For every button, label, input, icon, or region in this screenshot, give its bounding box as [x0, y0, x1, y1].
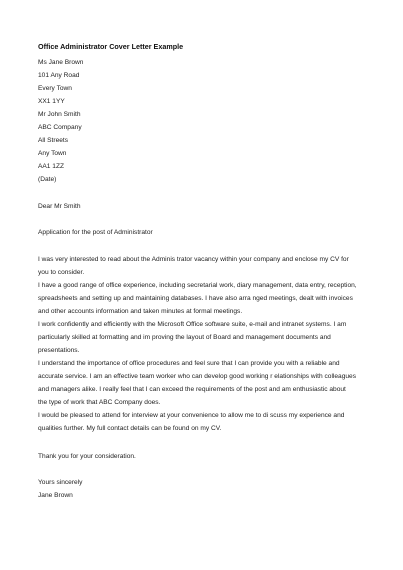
body-line: presentations.	[38, 347, 80, 354]
body-line: I was very interested to read about the Adminis trator vacancy within your company and enclose my CV for	[38, 256, 349, 263]
body-line: and managers alike. I really feel that I can exceed the requirements of the post and am enthusiastic about	[38, 386, 346, 393]
body-line: qualities further. My full contact details can be found on my CV.	[38, 425, 222, 432]
thanks-line: Thank you for your consideration.	[38, 453, 136, 460]
body-line: the type of work that ABC Company does.	[38, 399, 161, 406]
recipient-town: Any Town	[38, 150, 67, 157]
body-line: I have a good range of office experience, including secretarial work, diary management, data entry, reception,	[38, 282, 357, 289]
recipient-company: ABC Company	[38, 124, 82, 131]
body-line: you to consider.	[38, 269, 85, 276]
recipient-name: Mr John Smith	[38, 111, 81, 118]
body-line: particularly skilled at formatting and im proving the layout of Board and management documents and	[38, 334, 331, 341]
sender-postcode: XX1 1YY	[38, 98, 65, 105]
closing-line: Yours sincerely	[38, 479, 83, 486]
body-line: I understand the importance of office procedures and feel sure that I can provide you with a reliable and	[38, 360, 340, 367]
body-line: and other accounts information and taken minutes at formal meetings.	[38, 308, 243, 315]
recipient-street: All Streets	[38, 137, 69, 144]
sender-name: Ms Jane Brown	[38, 59, 84, 66]
subject-line: Application for the post of Administrator	[38, 229, 153, 236]
letter-date: (Date)	[38, 176, 57, 183]
signature-name: Jane Brown	[38, 492, 73, 499]
body-line: spreadsheets and setting up and maintaining databases. I have also arra nged meetings, dealt with invoices	[38, 295, 353, 302]
body-line: I would be pleased to attend for interview at your convenience to allow me to di scuss my experience and	[38, 412, 345, 419]
body-line: accurate service. I am an effective team worker who can develop good working r elationships with colleagues	[38, 373, 357, 380]
body-line: I work confidently and efficiently with the Microsoft Office software suite, e-mail and intranet systems. I am	[38, 321, 347, 328]
salutation: Dear Mr Smith	[38, 203, 81, 210]
document-title: Office Administrator Cover Letter Example	[38, 42, 184, 51]
sender-town: Every Town	[38, 85, 72, 92]
recipient-postcode: AA1 1ZZ	[38, 163, 65, 170]
sender-street: 101 Any Road	[38, 72, 80, 79]
